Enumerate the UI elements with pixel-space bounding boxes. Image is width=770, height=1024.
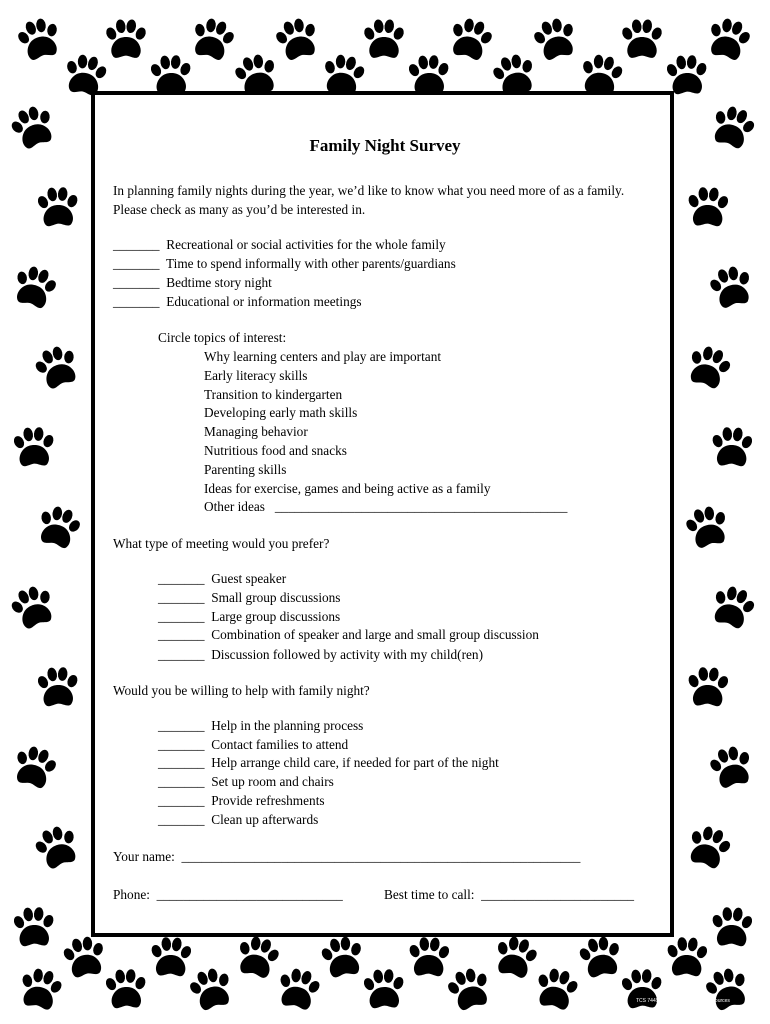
meeting-option-label: Discussion followed by activity with my child(ren) (211, 647, 484, 662)
paw-print-icon (104, 19, 147, 58)
meeting-question: What type of meeting would you prefer? (113, 536, 330, 551)
paw-print-icon (30, 821, 84, 872)
phone-row (113, 887, 343, 903)
paw-print-icon (686, 666, 731, 707)
topic-item[interactable]: Nutritious food and snacks (204, 443, 347, 458)
help-option-label: Help arrange child care, if needed for part of the night (211, 755, 499, 770)
other-ideas-row (204, 499, 567, 515)
meeting-option (158, 627, 539, 643)
check-blank[interactable]: _______ (158, 793, 205, 808)
phone-field[interactable]: ____________________________ (156, 887, 343, 902)
paw-print-icon (33, 502, 85, 551)
paw-print-icon (12, 426, 57, 467)
paw-print-icon (532, 965, 582, 1012)
intro-line-1: In planning family nights during the year, we’d like to know what you need more of as a family. (113, 183, 625, 198)
check-blank[interactable]: _______ (113, 256, 160, 271)
best-time-label: Best time to call: (384, 887, 475, 902)
needs-item (113, 275, 272, 291)
name-field[interactable]: ____________________________________________________________ (181, 849, 581, 864)
meeting-option (158, 590, 340, 606)
check-blank[interactable]: _______ (158, 755, 205, 770)
paw-print-icon (185, 964, 237, 1013)
meeting-option-label: Combination of speaker and large and small group discussion (211, 627, 539, 642)
paw-print-icon (683, 341, 736, 392)
help-option (158, 774, 334, 790)
needs-item-label: Bedtime story night (166, 275, 272, 290)
check-blank[interactable]: _______ (158, 627, 205, 642)
paw-print-icon (705, 742, 756, 790)
paw-print-icon (149, 936, 194, 977)
paw-print-icon (707, 581, 760, 632)
topic-item[interactable]: Early literacy skills (204, 368, 308, 383)
best-time-row (384, 887, 634, 903)
paw-print-icon (9, 262, 61, 311)
needs-item-label: Recreational or social activities for the whole family (166, 237, 446, 252)
help-option-label: Contact families to attend (211, 737, 349, 752)
paw-print-icon (490, 932, 541, 980)
paw-print-icon (30, 341, 84, 392)
intro-line-2: Please check as many as you’d be interested in. (113, 202, 366, 217)
needs-item (113, 294, 362, 310)
paw-print-icon (710, 906, 755, 947)
paw-print-icon (576, 933, 625, 979)
help-option (158, 812, 318, 828)
help-option-label: Set up room and chairs (211, 774, 334, 789)
paw-print-icon (703, 14, 755, 63)
paw-print-icon (681, 502, 732, 550)
paw-print-icon (13, 14, 65, 63)
paw-print-icon (12, 906, 57, 947)
paw-print-icon (9, 742, 61, 791)
help-option-label: Clean up afterwards (211, 812, 319, 827)
paw-print-icon (443, 964, 495, 1013)
paw-print-icon (710, 426, 755, 467)
help-question: Would you be willing to help with family night? (113, 683, 370, 698)
topics-heading: Circle topics of interest: (158, 330, 287, 345)
paw-print-icon (232, 932, 283, 980)
paw-print-icon (187, 14, 239, 63)
meeting-option-label: Large group discussions (211, 609, 341, 624)
needs-item-label: Educational or information meetings (166, 294, 362, 309)
topic-item[interactable]: Ideas for exercise, games and being active as a family (204, 481, 491, 496)
paw-print-icon (665, 54, 710, 95)
phone-label: Phone: (113, 887, 150, 902)
meeting-option (158, 609, 340, 625)
topic-item[interactable]: Why learning centers and play are important (204, 349, 442, 364)
topic-item[interactable]: Parenting skills (204, 462, 287, 477)
paw-print-icon (149, 54, 194, 95)
paw-print-icon (60, 933, 109, 979)
paw-print-icon (445, 14, 497, 63)
check-blank[interactable]: _______ (158, 812, 205, 827)
meeting-option-label: Guest speaker (211, 571, 287, 586)
paw-print-icon (529, 14, 581, 63)
paw-print-icon (318, 933, 367, 979)
topic-item[interactable]: Developing early math skills (204, 405, 358, 420)
other-ideas-label: Other ideas (204, 499, 265, 514)
paw-print-icon (620, 19, 663, 58)
meeting-option (158, 571, 286, 587)
topic-item[interactable]: Transition to kindergarten (204, 387, 343, 402)
check-blank[interactable]: _______ (113, 294, 160, 309)
paw-print-icon (16, 965, 66, 1012)
help-option-label: Provide refreshments (211, 793, 325, 808)
name-label: Your name: (113, 849, 175, 864)
topic-item[interactable]: Managing behavior (204, 424, 308, 439)
check-blank[interactable]: _______ (158, 774, 205, 789)
paw-print-icon (36, 186, 81, 227)
paw-print-icon (683, 821, 736, 872)
publisher-credit: TCS 74493 © Teacher Created Resources (636, 998, 730, 1004)
check-blank[interactable]: _______ (158, 737, 205, 752)
paw-print-icon (705, 262, 756, 310)
paw-print-icon (104, 968, 149, 1009)
check-blank[interactable]: _______ (113, 275, 160, 290)
help-option (158, 755, 499, 771)
paw-print-icon (274, 965, 324, 1012)
paw-print-icon (407, 54, 452, 95)
help-option (158, 718, 363, 734)
page-title: Family Night Survey (309, 136, 461, 155)
paw-print-icon (271, 14, 323, 63)
paw-print-icon (665, 936, 710, 977)
name-row (113, 849, 580, 865)
paw-print-icon (362, 19, 405, 58)
help-option (158, 737, 348, 753)
check-blank[interactable]: _______ (158, 609, 205, 624)
paw-print-icon (686, 186, 731, 227)
needs-item-label: Time to spend informally with other parents/guardians (165, 256, 456, 271)
meeting-option-label: Small group discussions (211, 590, 341, 605)
paw-print-icon (36, 666, 81, 707)
meeting-option (158, 647, 483, 663)
best-time-field[interactable]: _______________________ (481, 887, 635, 902)
needs-item (113, 256, 456, 272)
needs-item (113, 237, 446, 253)
paw-print-icon (407, 936, 452, 977)
check-blank[interactable]: _______ (158, 590, 205, 605)
check-blank[interactable]: _______ (158, 571, 205, 586)
help-option-label: Help in the planning process (211, 718, 364, 733)
paw-print-icon (362, 968, 407, 1009)
check-blank[interactable]: _______ (113, 237, 160, 252)
paw-print-icon (701, 964, 753, 1013)
check-blank[interactable]: _______ (158, 647, 205, 662)
other-ideas-field[interactable]: ____________________________________________ (274, 499, 568, 514)
check-blank[interactable]: _______ (158, 718, 205, 733)
help-option (158, 793, 325, 809)
paw-print-icon (6, 581, 60, 632)
